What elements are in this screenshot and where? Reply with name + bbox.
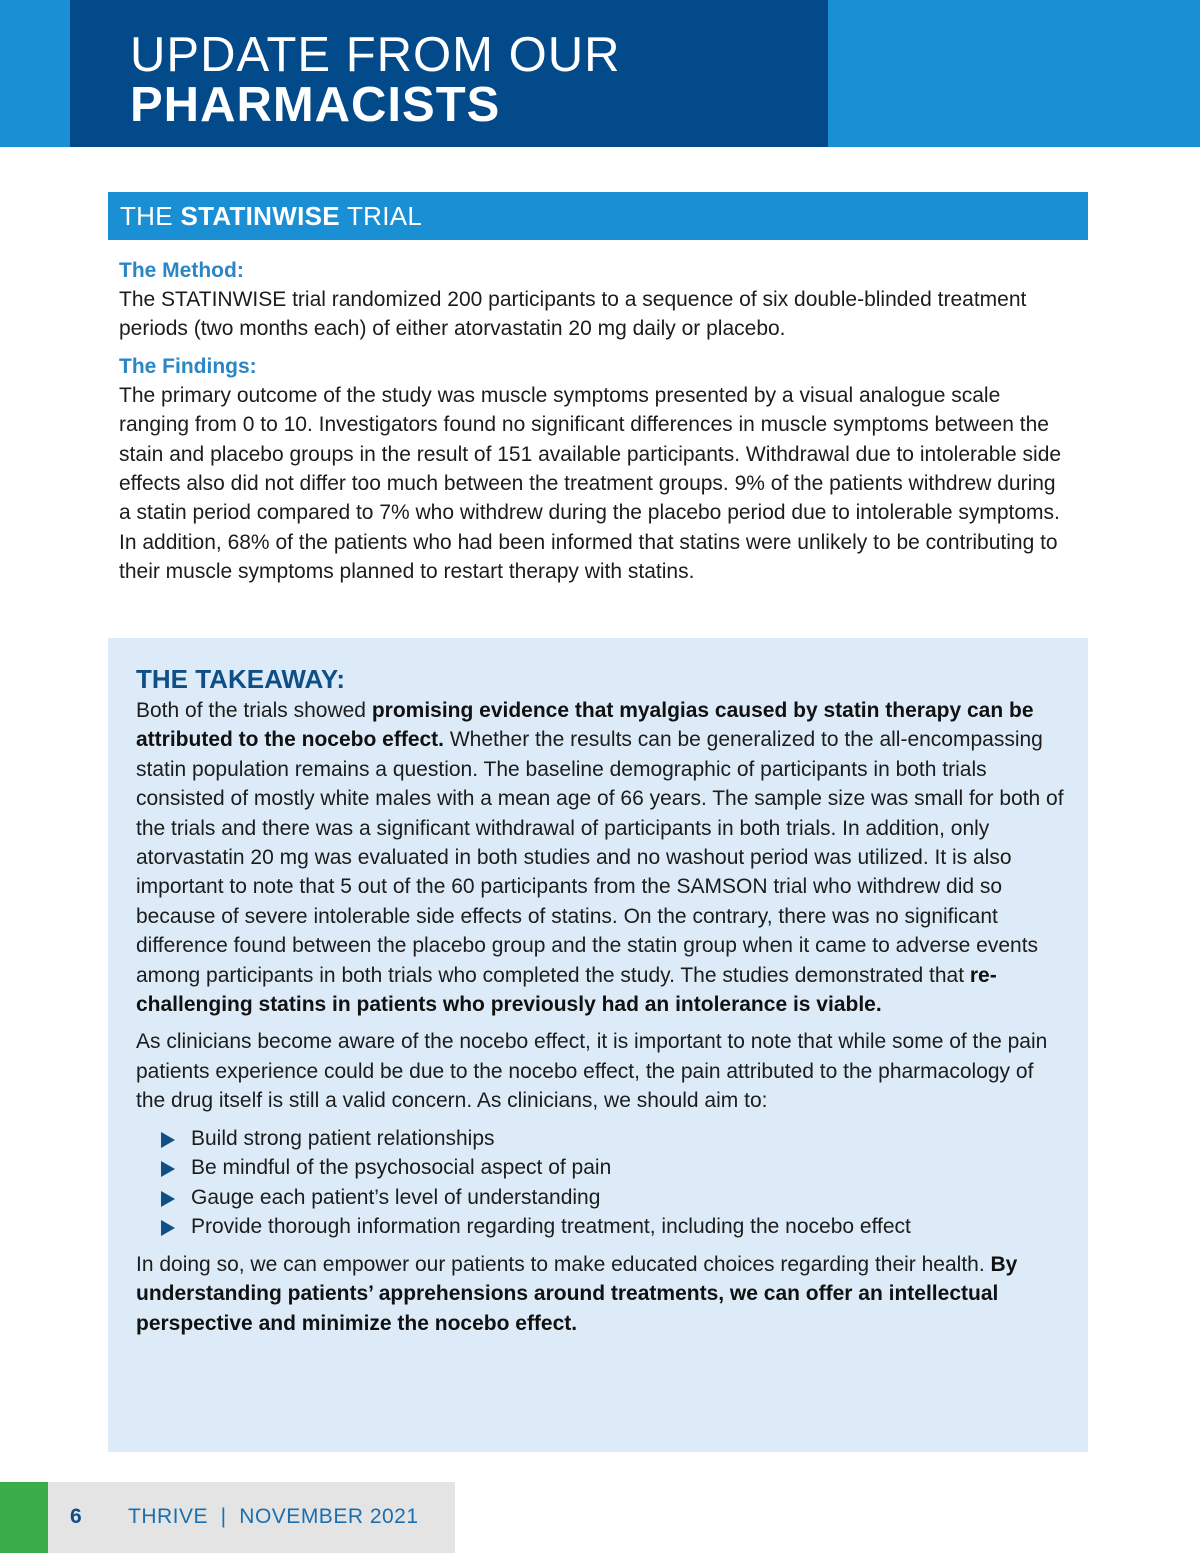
list-item-text: Gauge each patient’s level of understanding xyxy=(191,1185,601,1209)
takeaway-p1-text-a: Both of the trials showed xyxy=(136,699,372,722)
page-title-line2: PHARMACISTS xyxy=(130,78,501,132)
section-title xyxy=(120,201,422,232)
page-title xyxy=(130,30,620,130)
section-title-suffix: TRIAL xyxy=(339,201,423,231)
method-text: The STATINWISE trial randomized 200 participants to a sequence of six double-blinded treatment periods (two months each) of either atorvastatin 20 mg daily or placebo. xyxy=(119,288,1027,341)
list-item xyxy=(136,1212,1066,1242)
triangle-bullet-icon xyxy=(161,1132,175,1148)
footer-accent-bar xyxy=(0,1482,48,1553)
triangle-bullet-icon xyxy=(161,1161,175,1177)
takeaway-p1-text-b: Whether the results can be generalized to the all-encompassing statin population remains a question. The baseline demographic of participants in both trials consisted of mostly white males with a mean age of 66 years. The sample size was small for both of the trials and there was a significant withdrawal of participants in both trials. In addition, only atorvastatin 20 mg was evaluated in both studies and no washout period was utilized. It is also important to note that 5 out of the 60 participants from the SAMSON trial who withdrew did so because of severe intolerable side effects of statins. On the contrary, there was no significant difference found between the placebo group and the statin group when it came to adverse events among participants in both trials who completed the study. The studies demonstrated that xyxy=(136,728,1064,987)
list-item xyxy=(136,1124,1066,1154)
takeaway-paragraph-1 xyxy=(136,696,1066,1019)
takeaway-bullet-list xyxy=(136,1124,1066,1242)
triangle-bullet-icon xyxy=(161,1191,175,1207)
page-number: 6 xyxy=(70,1505,82,1528)
takeaway-paragraph-2: As clinicians become aware of the nocebo effect, it is important to note that while some of the pain patients experience could be due to the nocebo effect, the pain attributed to the pharmacology of the drug itself is still a valid concern. As clinicians, we should aim to: xyxy=(136,1030,1048,1113)
list-item xyxy=(136,1153,1066,1183)
triangle-bullet-icon xyxy=(161,1220,175,1236)
article-body xyxy=(119,256,1069,595)
findings-text: The primary outcome of the study was muscle symptoms presented by a visual analogue scale ranging from 0 to 10. Investigators found no significant differences in muscle symptoms between the stain and placebo groups in the result of 151 available participants. Withdrawal due to intolerable side effects also did not differ too much between the treatment groups. 9% of the patients withdrew during a statin period compared to 7% who withdrew during the placebo period due to intolerable symptoms. In addition, 68% of the patients who had been informed that statins were unlikely to be contributing to their muscle symptoms planned to restart therapy with statins. xyxy=(119,383,1062,584)
takeaway-heading: THE TAKEAWAY: xyxy=(136,664,345,694)
page-title-line1: UPDATE FROM OUR xyxy=(130,28,621,82)
takeaway-p3-text: In doing so, we can empower our patients to make educated choices regarding their health. xyxy=(136,1253,991,1277)
publication-info: THRIVE | NOVEMBER 2021 xyxy=(128,1505,419,1528)
takeaway-content xyxy=(136,662,1066,1346)
section-title-bold: STATINWISE xyxy=(180,201,340,231)
findings-heading: The Findings: xyxy=(119,354,257,378)
section-header xyxy=(108,192,1088,240)
takeaway-p1-bold-a: promising evidence that myalgias caused by statin therapy can be attributed to the nocebo effect. xyxy=(136,699,1034,752)
takeaway-p1-bold-b: re-challenging statins in patients who previously had an intolerance is viable. xyxy=(136,963,997,1017)
list-item xyxy=(136,1183,1066,1213)
section-title-prefix: THE xyxy=(120,201,181,231)
list-item-text: Build strong patient relationships xyxy=(191,1126,495,1150)
takeaway-p3-bold: By understanding patients’ apprehensions around treatments, we can offer an intellectual perspective and minimize the nocebo effect. xyxy=(136,1253,1018,1335)
list-item-text: Provide thorough information regarding treatment, including the nocebo effect xyxy=(191,1215,911,1239)
takeaway-box xyxy=(108,638,1088,1452)
method-heading: The Method: xyxy=(119,259,244,282)
list-item-text: Be mindful of the psychosocial aspect of pain xyxy=(191,1156,612,1180)
takeaway-paragraph-3 xyxy=(136,1250,1066,1338)
